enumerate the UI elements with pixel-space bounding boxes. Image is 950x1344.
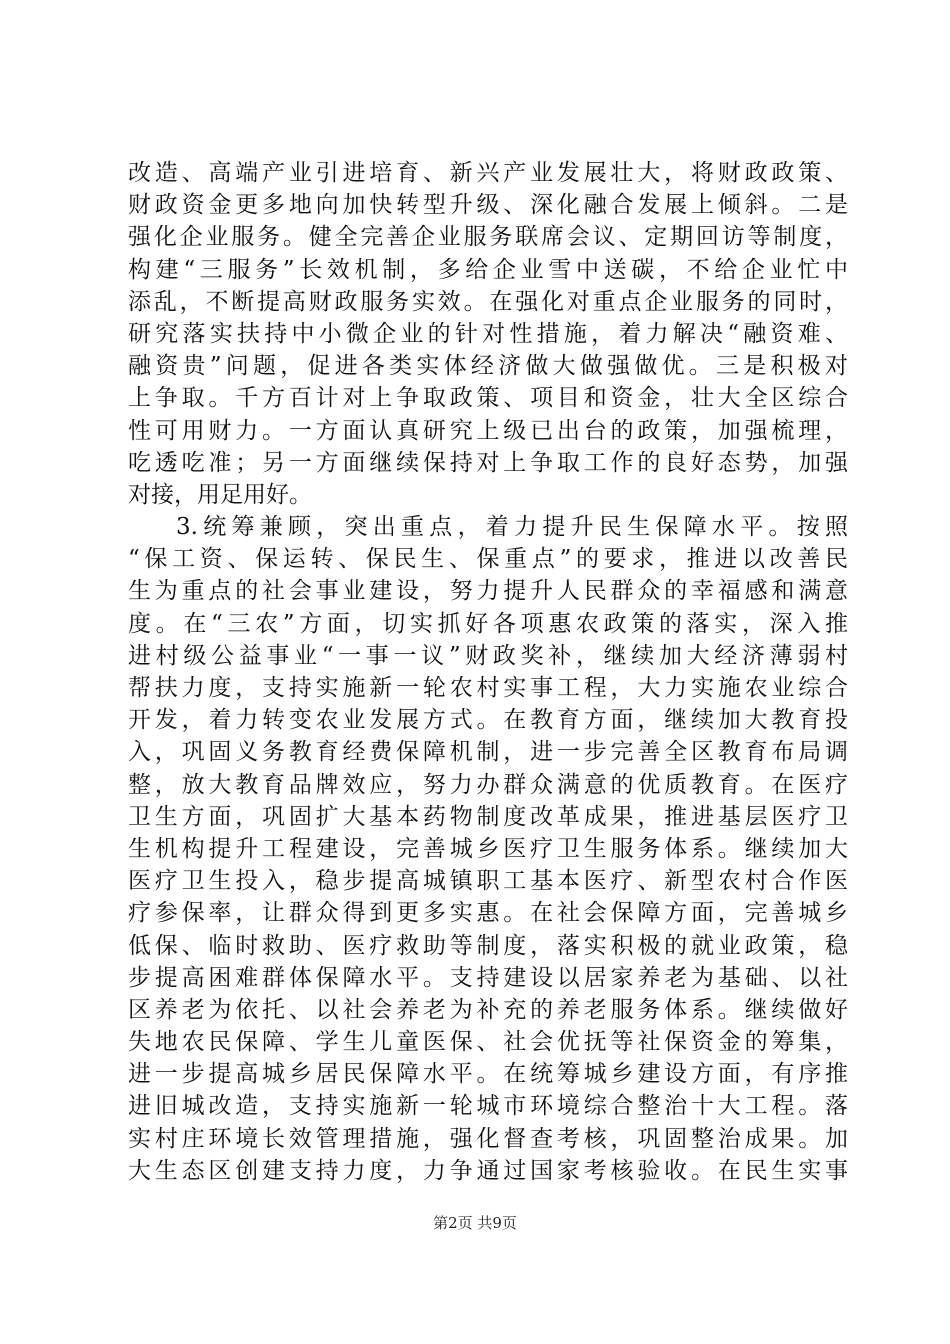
text-line: 卫生方面，巩固扩大基本药物制度改革成果，推进基层医疗卫	[128, 803, 848, 830]
text-line: 大生态区创建支持力度，力争通过国家考核验收。在民生实事	[128, 1157, 848, 1184]
text-line: 疗参保率，让群众得到更多实惠。在社会保障方面，完善城乡	[128, 900, 848, 927]
text-line: 上争取。千方百计对上争取政策、项目和资金，壮大全区综合	[128, 385, 848, 412]
text-line: 添乱，不断提高财政服务实效。在强化对重点企业服务的同时，	[128, 288, 848, 315]
body-text	[128, 157, 848, 1187]
text-line: 强化企业服务。健全完善企业服务联席会议、定期回访等制度，	[128, 224, 848, 251]
page-footer: 第2页 共9页	[433, 1214, 517, 1232]
text-line: 区养老为依托、以社会养老为补充的养老服务体系。继续做好	[128, 996, 848, 1023]
text-line: 融资贵”问题，促进各类实体经济做大做强做优。三是积极对	[128, 353, 848, 380]
text-line: 生为重点的社会事业建设，努力提升人民群众的幸福感和满意	[128, 578, 848, 605]
text-line: 吃透吃准；另一方面继续保持对上争取工作的良好态势，加强	[128, 449, 848, 476]
text-line: 开发，着力转变农业发展方式。在教育方面，继续加大教育投	[128, 707, 848, 734]
text-line: 财政资金更多地向加快转型升级、深化融合发展上倾斜。二是	[128, 192, 848, 219]
text-line: 低保、临时救助、医疗救助等制度，落实积极的就业政策，稳	[128, 932, 848, 959]
text-line-paragraph-start: 3.统筹兼顾，突出重点，着力提升民生保障水平。按照	[176, 514, 848, 541]
text-line: 进一步提高城乡居民保障水平。在统筹城乡建设方面，有序推	[128, 1061, 848, 1088]
text-line: 进旧城改造，支持实施新一轮城市环境综合整治十大工程。落	[128, 1093, 848, 1120]
text-line: 实村庄环境长效管理措施，强化督查考核，巩固整治成果。加	[128, 1125, 848, 1152]
text-line: 帮扶力度，支持实施新一轮农村实事工程，大力实施农业综合	[128, 675, 848, 701]
text-line: 构建“三服务”长效机制，多给企业雪中送碳，不给企业忙中	[128, 256, 848, 283]
text-line: 生机构提升工程建设，完善城乡医疗卫生服务体系。继续加大	[128, 835, 848, 862]
text-line: 研究落实扶持中小微企业的针对性措施，着力解决“融资难、	[128, 320, 848, 347]
text-line: 失地农民保障、学生儿童医保、社会优抚等社保资金的筹集，	[128, 1029, 848, 1056]
text-line: 进村级公益事业“一事一议”财政奖补，继续加大经济薄弱村	[128, 642, 848, 669]
text-line: 步提高困难群体保障水平。支持建设以居家养老为基础、以社	[128, 964, 848, 991]
text-line: 整，放大教育品牌效应，努力办群众满意的优质教育。在医疗	[128, 771, 848, 798]
text-line: “保工资、保运转、保民生、保重点”的要求，推进以改善民	[128, 546, 848, 573]
text-line: 度。在“三农”方面，切实抓好各项惠农政策的落实，深入推	[128, 610, 848, 637]
text-line: 性可用财力。一方面认真研究上级已出台的政策，加强梳理，	[128, 417, 848, 444]
text-line: 入，巩固义务教育经费保障机制，进一步完善全区教育布局调	[128, 739, 848, 766]
text-line-paragraph-end: 对接，用足用好。	[128, 481, 312, 508]
text-line: 医疗卫生投入，稳步提高城镇职工基本医疗、新型农村合作医	[128, 868, 848, 895]
text-line: 改造、高端产业引进培育、新兴产业发展壮大，将财政政策、	[128, 160, 848, 186]
